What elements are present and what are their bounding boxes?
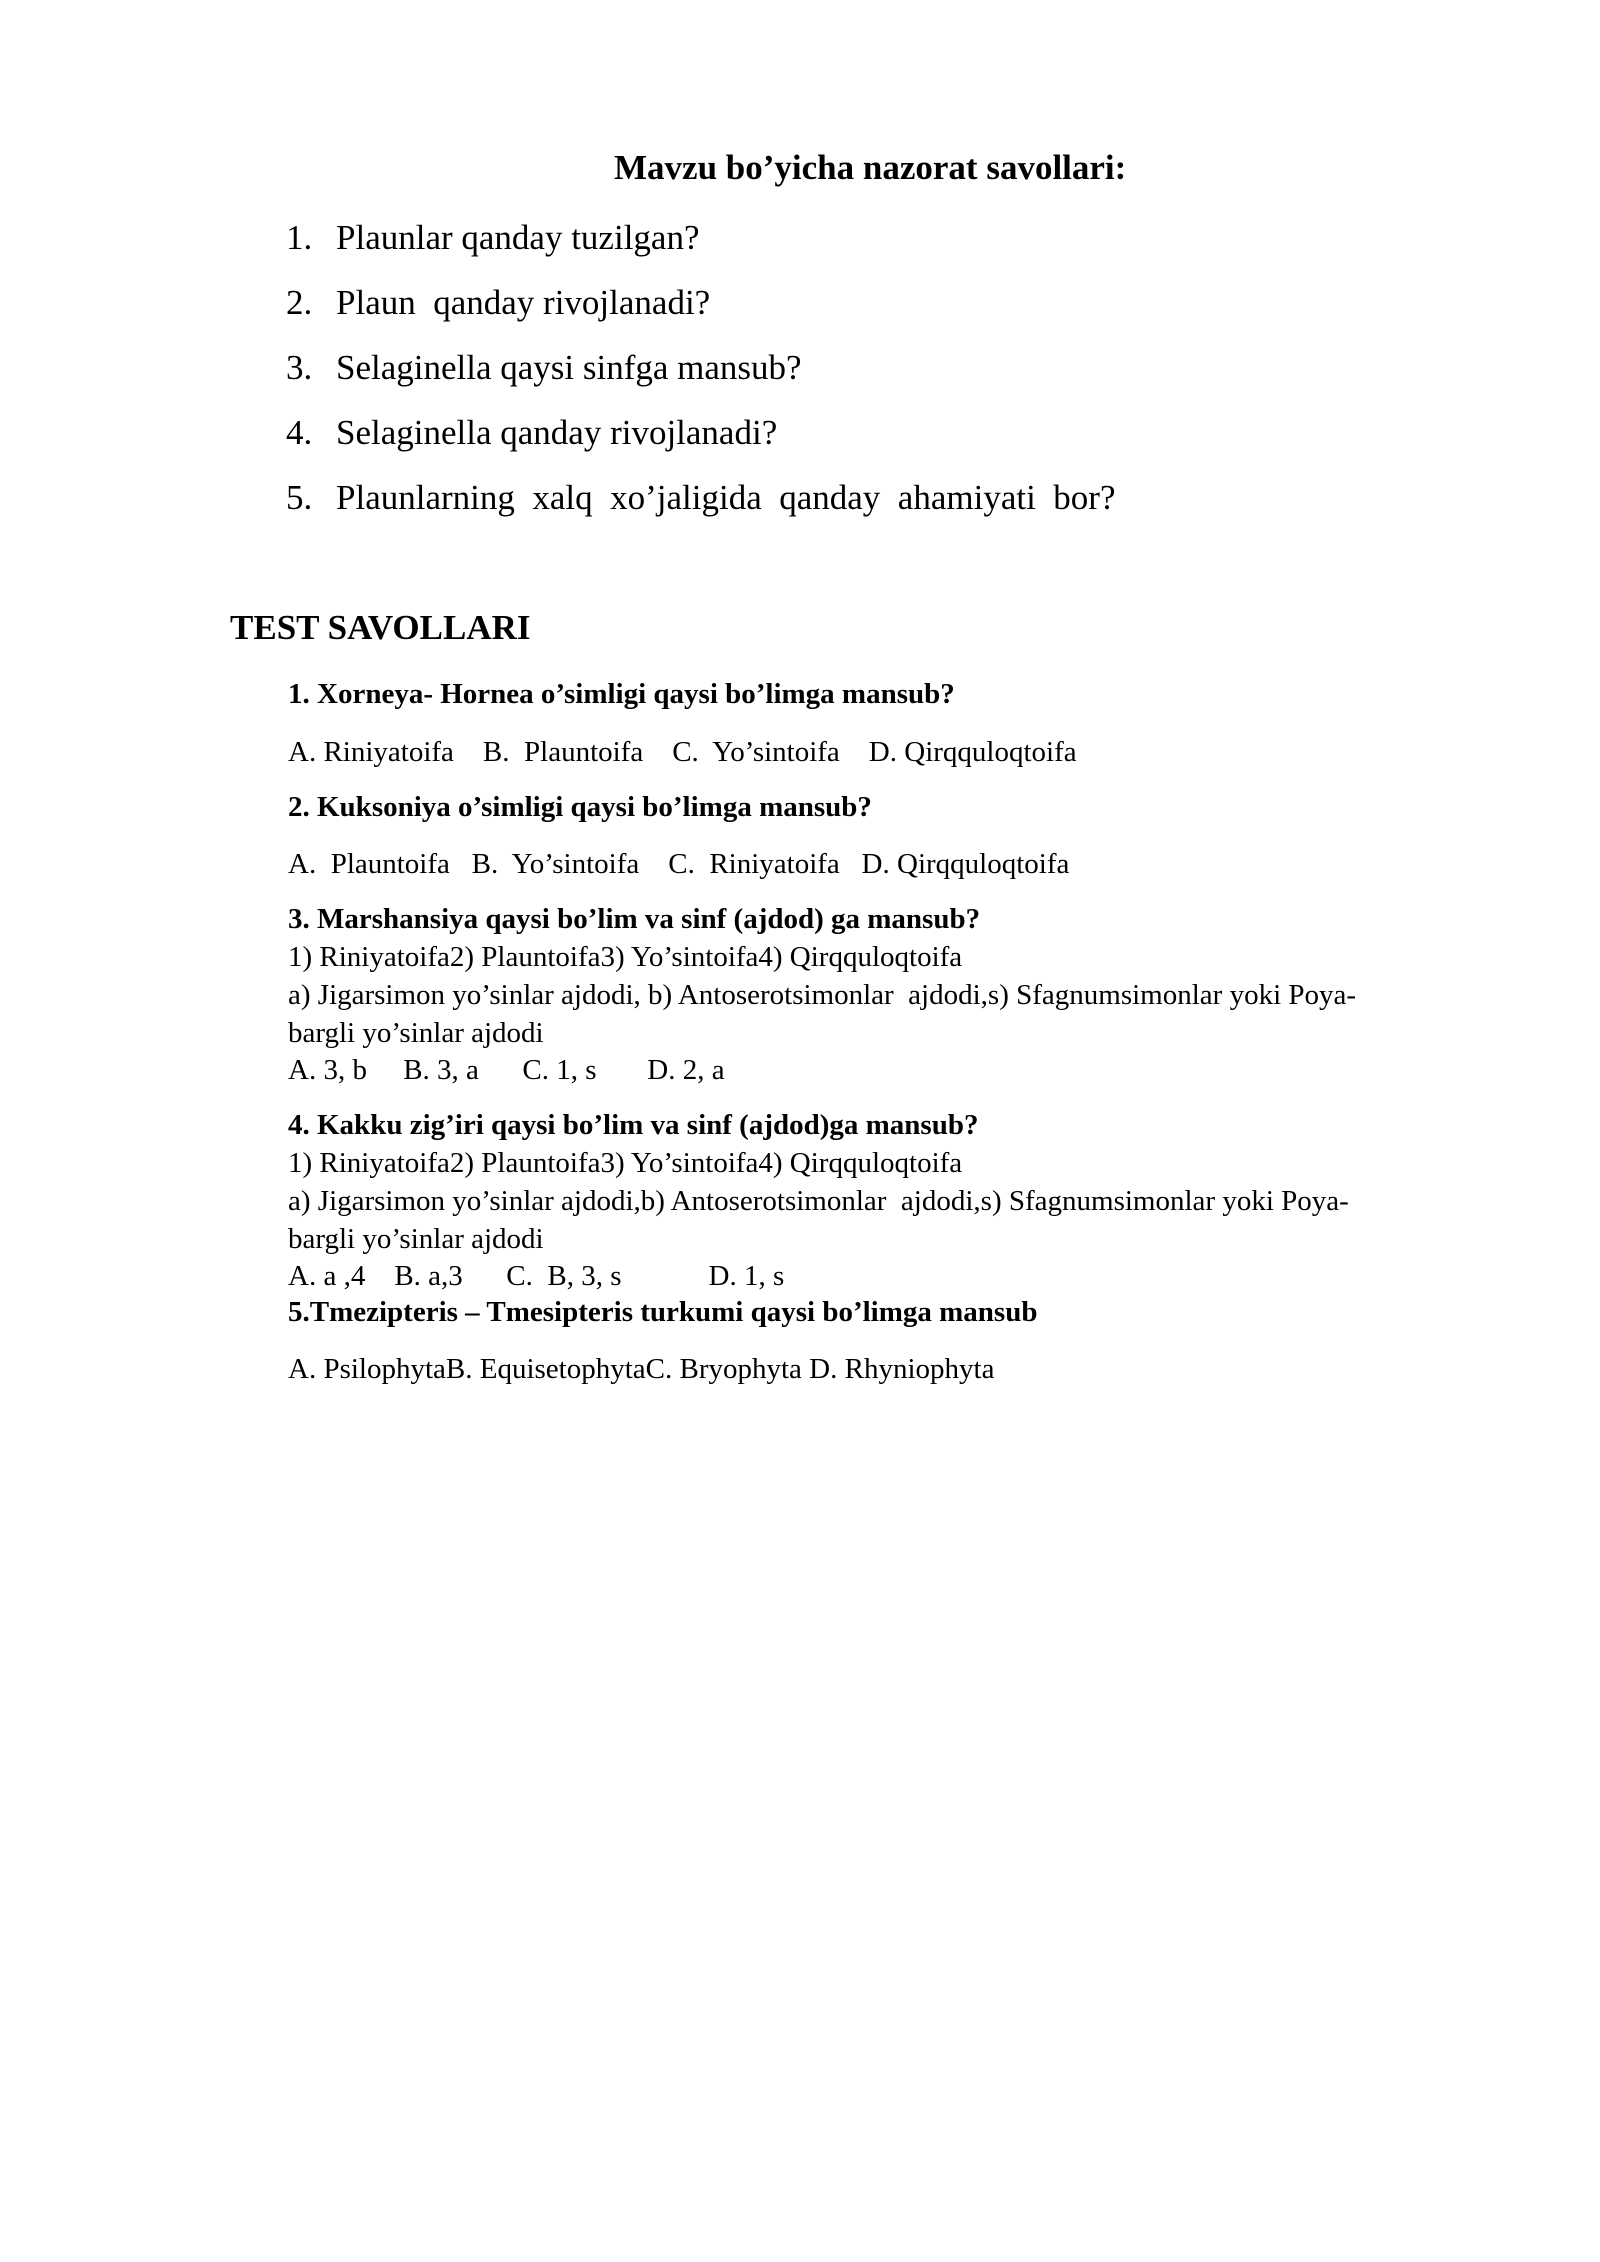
control-question-5 (286, 478, 1116, 518)
control-questions-title: Mavzu bo’yicha nazorat savollari: (614, 148, 1127, 187)
question-number: 4. (286, 413, 313, 452)
test-heading: TEST SAVOLLARI (230, 608, 531, 647)
test-question-3-line-2: a) Jigarsimon yo’sinlar ajdodi, b) Antoserotsimonlar ajdodi,s) Sfagnumsimonlar yoki Poya- (288, 979, 1357, 1011)
question-text: Plaunlar qanday tuzilgan? (336, 218, 700, 257)
test-question-4: 4. Kakku zig’iri qaysi bo’lim va sinf (ajdod)ga mansub? (288, 1109, 979, 1141)
test-question-4-line-1: 1) Riniyatoifa2) Plauntoifa3) Yo’sintoifa4) Qirqquloqtoifa (288, 1147, 963, 1179)
question-number: 1. (286, 218, 313, 257)
test-question-3-options: A. 3, b B. 3, a C. 1, s D. 2, a (288, 1054, 725, 1086)
test-question-5: 5.Tmezipteris – Tmesipteris turkumi qaysi bo’limga mansub (288, 1296, 1038, 1328)
question-text: Plaun qanday rivojlanadi? (336, 283, 711, 322)
question-text: Selaginella qaysi sinfga mansub? (336, 348, 802, 387)
test-question-3: 3. Marshansiya qaysi bo’lim va sinf (ajdod) ga mansub? (288, 903, 981, 935)
test-question-5-options: A. PsilophytaB. EquisetophytaC. Bryophyta D. Rhyniophyta (288, 1353, 995, 1385)
question-number: 2. (286, 283, 313, 322)
test-question-2-options: A. Plauntoifa B. Yo’sintoifa C. Riniyatoifa D. Qirqquloqtoifa (288, 848, 1070, 880)
test-question-4-options: A. a ,4 B. a,3 C. B, 3, s D. 1, s (288, 1260, 785, 1292)
question-number: 3. (286, 348, 313, 387)
test-question-2: 2. Kuksoniya o’simligi qaysi bo’limga mansub? (288, 791, 872, 823)
control-question-4 (286, 413, 777, 453)
test-question-3-line-1: 1) Riniyatoifa2) Plauntoifa3) Yo’sintoifa4) Qirqquloqtoifa (288, 941, 963, 973)
test-question-4-line-2: a) Jigarsimon yo’sinlar ajdodi,b) Antoserotsimonlar ajdodi,s) Sfagnumsimonlar yoki Poya- (288, 1185, 1349, 1217)
question-text: Plaunlarning xalq xo’jaligida qanday ahamiyati bor? (336, 478, 1116, 517)
question-number: 5. (286, 478, 313, 517)
question-text: Selaginella qanday rivojlanadi? (336, 413, 778, 452)
test-question-1-options: A. Riniyatoifa B. Plauntoifa C. Yo’sintoifa D. Qirqquloqtoifa (288, 736, 1077, 768)
control-question-1 (286, 218, 699, 258)
test-question-3-line-3: bargli yo’sinlar ajdodi (288, 1017, 544, 1049)
control-question-3 (286, 348, 802, 388)
test-question-1: 1. Xorneya- Hornea o’simligi qaysi bo’limga mansub? (288, 678, 955, 710)
control-question-2 (286, 283, 710, 323)
test-question-4-line-3: bargli yo’sinlar ajdodi (288, 1223, 544, 1255)
